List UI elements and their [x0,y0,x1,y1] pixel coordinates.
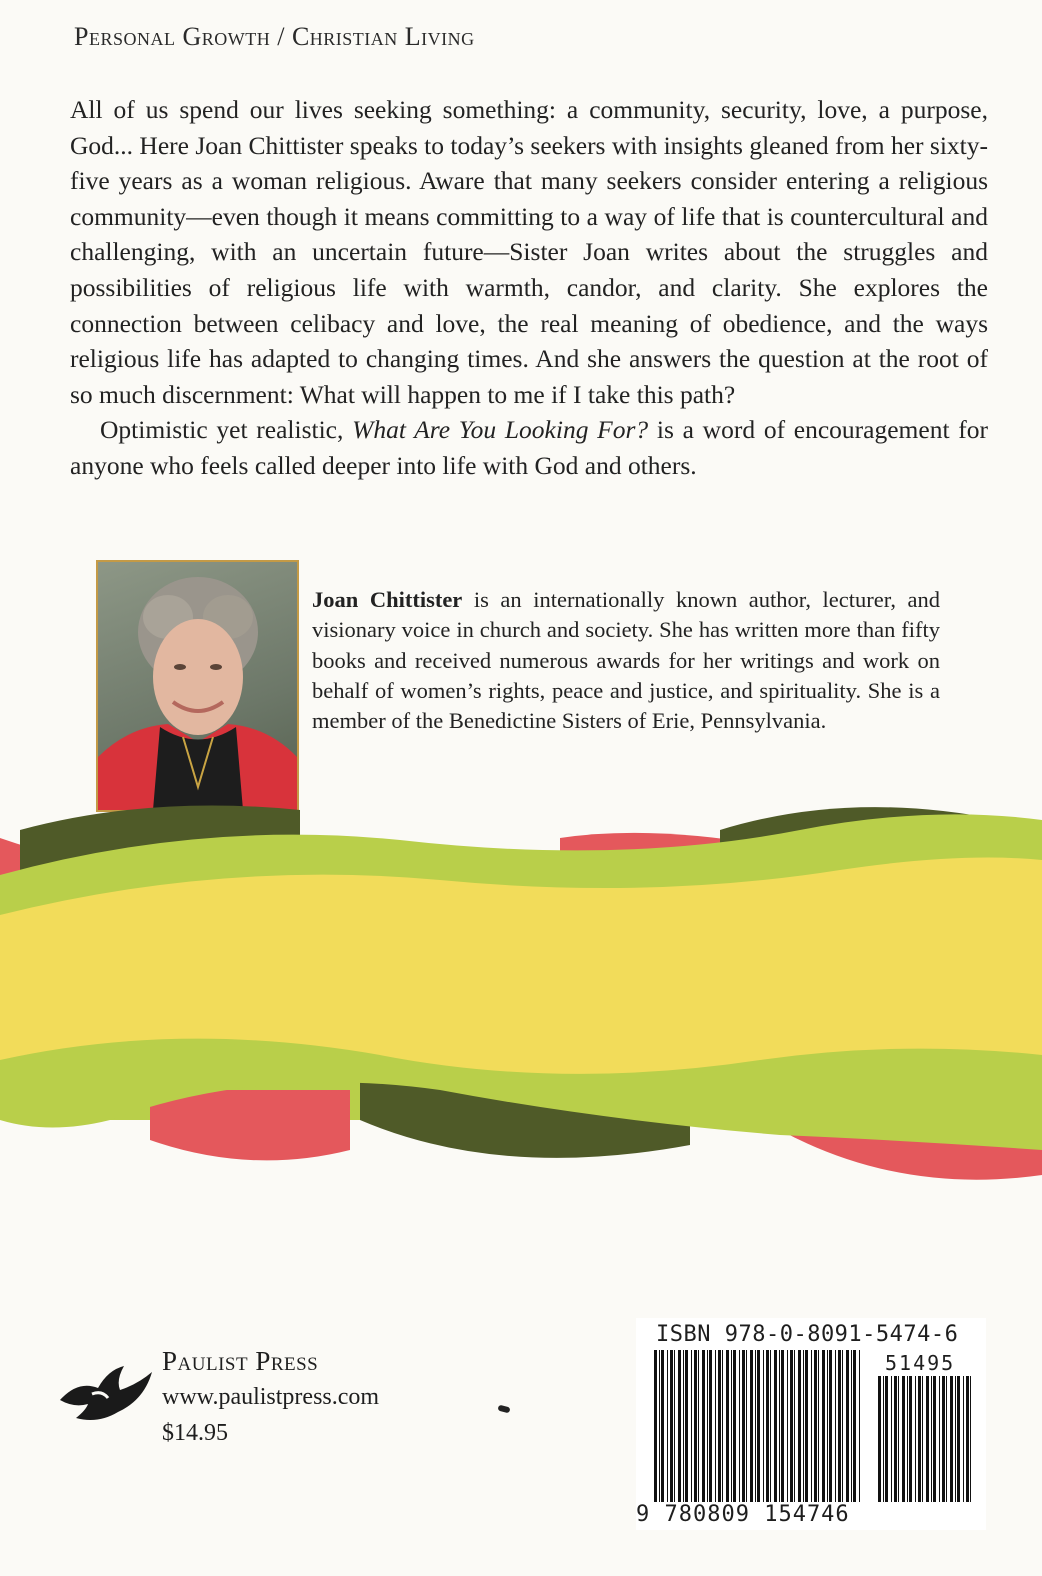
barcode-bar [885,1376,888,1502]
barcode-bar [853,1350,856,1502]
author-bio-text: is an internationally known author, lecturer, and visionary voice in church and society. She has written more than fifty books and received numerous awards for her writings and work on behalf of women’s rights, peace and justice, and spirituality. She is a member of the Benedictine Sisters of Erie, Pennsylvania. [312,587,940,734]
barcode-bar [838,1350,841,1502]
barcode-bar [926,1376,929,1502]
publisher-block [58,1346,518,1466]
barcode-bar [770,1350,771,1502]
book-price: $14.95 [162,1420,228,1446]
barcode-bar [902,1376,905,1502]
barcode-bar [939,1376,940,1502]
barcode-bar [757,1350,760,1502]
author-portrait [98,562,297,810]
barcode-bar [811,1350,812,1502]
price-addon-barcode [878,1376,978,1502]
barcode-bar [909,1376,912,1502]
barcode-bar [694,1350,697,1502]
barcode-bar [898,1376,899,1502]
category-label: Personal Growth / Christian Living [74,22,475,51]
barcode-bar [715,1350,716,1502]
barcode-bar [846,1350,849,1502]
barcode-bar [726,1350,729,1502]
barcode-bar [894,1376,897,1502]
blurb-paragraph-2 [70,412,988,483]
barcode-bar [931,1376,932,1502]
barcode-bar [814,1350,817,1502]
barcode-bar [787,1350,788,1502]
barcode-bar [790,1350,793,1502]
isbn-label: ISBN 978-0-8091-5474-6 [656,1322,959,1347]
barcode-bar [970,1376,971,1502]
barcode-bar [891,1376,892,1502]
barcode-bar [733,1350,736,1502]
barcode-bar [779,1350,780,1502]
barcode-bar [722,1350,723,1502]
author-photo [96,560,299,812]
barcode-bar [922,1376,923,1502]
ean-digits: 9 780809 154746 [636,1502,850,1527]
barcode-bar [878,1376,881,1502]
author-bio [312,585,940,736]
barcode-bar [957,1376,960,1502]
blurb-paragraph-1: All of us spend our lives seeking something: a community, security, love, a purpose, God... Here Joan Chittister speaks to today’s seekers with insights gleaned from her sixty-five years as a woman religious. Aware that many seekers consider entering a religious community—even though it means committing to a way of life that is countercultural and challenging, with an uncertain future—Sister Joan writes about the struggles and possibilities of religious life with warmth, candor, and clarity. She explores the connection between celibacy and love, the real meaning of obedience, and the ways religious life has adapted to changing times. And she answers the question at the root of so much discernment: What will happen to me if I take this path? [70,95,988,409]
barcode-bar [805,1350,808,1502]
barcode-bar [835,1350,836,1502]
barcode-bar [661,1350,664,1502]
barcode-bar [933,1376,936,1502]
barcode-bar [674,1350,675,1502]
barcode-bar [766,1350,769,1502]
barcode-area [636,1318,986,1530]
barcode-bar [818,1350,819,1502]
barcode-bar [963,1376,964,1502]
barcode-bar [851,1350,852,1502]
barcode-bar [659,1350,660,1502]
barcode-bar [763,1350,764,1502]
barcode-bar [915,1376,916,1502]
barcode-bar [798,1350,801,1502]
barcode-bar [829,1350,832,1502]
barcode-bar [746,1350,747,1502]
book-title-reference: What Are You Looking For? [352,415,649,445]
barcode-bar [907,1376,908,1502]
barcode-bar [683,1350,684,1502]
barcode-bar [950,1376,953,1502]
barcode-bar [750,1350,753,1502]
barcode-bar [654,1350,657,1502]
barcode-bar [709,1350,712,1502]
barcode-bar [942,1376,945,1502]
barcode-bar [842,1350,843,1502]
barcode-bar [822,1350,825,1502]
barcode-bar [707,1350,708,1502]
publisher-url: www.paulistpress.com [162,1384,380,1410]
barcode-bar [739,1350,740,1502]
back-cover-blurb [70,92,988,484]
wave-coral-lower [150,1090,350,1160]
barcode-bar [827,1350,828,1502]
blurb-lead: Optimistic yet realistic, [100,415,353,445]
barcode-bar [685,1350,688,1502]
publisher-name: Paulist Press [162,1346,319,1376]
barcode-bar [781,1350,784,1502]
paulist-dove-logo-icon [58,1360,154,1426]
barcode-bar [670,1350,673,1502]
barcode-bar [918,1376,921,1502]
barcode-bar [691,1350,692,1502]
barcode-bar [718,1350,721,1502]
barcode-bar [966,1376,969,1502]
barcode-bar [774,1350,777,1502]
barcode-bar [803,1350,804,1502]
barcode-bar [702,1350,705,1502]
author-name: Joan Chittister [312,587,463,612]
price-code-digits: 51495 [885,1351,956,1375]
barcode-bar [794,1350,795,1502]
barcode-bar [731,1350,732,1502]
decorative-wave-band [0,790,1042,1200]
barcode-bar [678,1350,681,1502]
barcode-bar [742,1350,745,1502]
barcode-bar [755,1350,756,1502]
barcode-bar [698,1350,699,1502]
barcode-bar [667,1350,668,1502]
barcode-bar [859,1350,860,1502]
barcode-bar [883,1376,884,1502]
blurb-rest: is a word of encouragement for anyone who feels called deeper into life with God and others. [70,415,988,480]
barcode-bar [955,1376,956,1502]
ean-barcode [654,1350,866,1502]
barcode-bar [946,1376,947,1502]
